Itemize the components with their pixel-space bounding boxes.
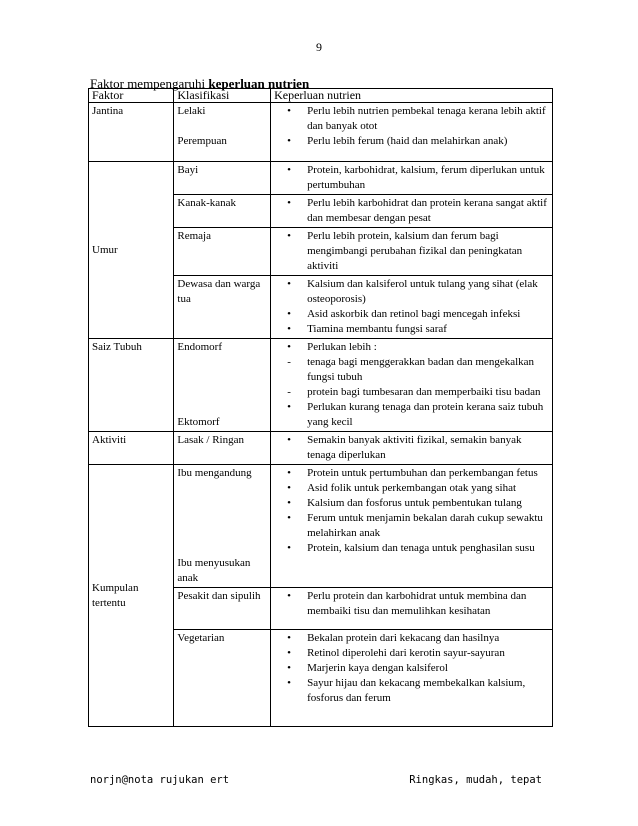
- need-text: protein bagi tumbesaran dan memperbaiki tisu badan: [307, 386, 541, 398]
- need-item: [274, 511, 549, 541]
- need-text: Ferum untuk menjamin bekalan darah cukup sewaktu melahirkan anak: [307, 512, 543, 539]
- bullet-icon: •: [287, 647, 292, 659]
- header-klasifikasi: Klasifikasi: [174, 89, 271, 103]
- need-text: Asid folik untuk perkembangan otak yang sihat: [307, 482, 517, 494]
- bullet-icon: •: [287, 341, 292, 353]
- factor-cell: Jantina: [89, 103, 174, 162]
- classification-label: Dewasa dan warga tua: [177, 278, 261, 305]
- need-text: Kalsium dan kalsiferol untuk tulang yang sihat (elak osteoporosis): [307, 278, 538, 305]
- need-text: Semakin banyak aktiviti fizikal, semakin banyak tenaga diperlukan: [307, 434, 522, 461]
- classification-label: [177, 370, 267, 385]
- factor-cell: Saiz Tubuh: [89, 339, 174, 432]
- classification-label: Bayi: [177, 164, 199, 176]
- needs-list: [274, 340, 549, 430]
- classification-label: [177, 119, 267, 134]
- need-text: Asid askorbik dan retinol bagi mencegah infeksi: [307, 308, 521, 320]
- need-text: Perlukan kurang tenaga dan protein kerana saiz tubuh yang kecil: [307, 401, 544, 428]
- bullet-icon: •: [287, 401, 292, 413]
- classification-label: [177, 481, 267, 496]
- needs-list: [274, 163, 549, 193]
- need-text: Tiamina membantu fungsi saraf: [307, 323, 447, 335]
- classification-cell: [174, 103, 271, 162]
- need-item: [274, 229, 549, 274]
- bullet-icon: •: [287, 662, 292, 674]
- page-number: 9: [316, 40, 322, 54]
- factor-cell: Aktiviti: [89, 432, 174, 465]
- bullet-icon: •: [287, 135, 292, 147]
- bullet-icon: •: [287, 230, 292, 242]
- table-row: [89, 162, 553, 195]
- header-keperluan: Keperluan nutrien: [271, 89, 553, 103]
- bullet-icon: •: [287, 323, 292, 335]
- bullet-icon: •: [287, 542, 292, 554]
- needs-cell: [271, 630, 553, 727]
- classification-label: Ektomorf: [177, 416, 220, 428]
- need-item: [274, 196, 549, 226]
- bullet-icon: •: [287, 467, 292, 479]
- need-text: Retinol diperolehi dari kerotin sayur-sayuran: [307, 647, 505, 659]
- classification-label: [177, 496, 267, 511]
- classification-cell: [174, 630, 271, 727]
- bullet-icon: •: [287, 434, 292, 446]
- need-text: Protein, kalsium dan tenaga untuk penghasilan susu: [307, 542, 535, 554]
- need-text: Perlu lebih ferum (haid dan melahirkan anak): [307, 135, 508, 147]
- bullet-icon: •: [287, 197, 292, 209]
- bullet-icon: •: [287, 497, 292, 509]
- need-text: Perlu protein dan karbohidrat untuk membina dan membaiki tisu dan memulihkan kesihatan: [307, 590, 527, 617]
- needs-list: [274, 589, 549, 619]
- needs-cell: [271, 339, 553, 432]
- classification-label: Vegetarian: [177, 632, 225, 644]
- table-body: [89, 103, 553, 727]
- footer-right: Ringkas, mudah, tepat: [409, 774, 542, 786]
- need-text: Perlu lebih karbohidrat dan protein kerana sangat aktif dan membesar dengan pesat: [307, 197, 547, 224]
- table-row: [89, 339, 553, 432]
- classification-label: Ibu mengandung: [177, 467, 252, 479]
- need-text: Perlu lebih protein, kalsium dan ferum bagi mengimbangi perubahan fizikal dan peningkatan aktiviti: [307, 230, 523, 272]
- bullet-icon: •: [287, 632, 292, 644]
- needs-list: [274, 196, 549, 226]
- needs-cell: [271, 432, 553, 465]
- classification-label: Kanak-kanak: [177, 197, 237, 209]
- bullet-icon: •: [287, 308, 292, 320]
- bullet-icon: •: [287, 105, 292, 117]
- needs-list: [274, 277, 549, 337]
- nutrient-table: [88, 88, 553, 727]
- table-header-row: [89, 89, 553, 103]
- need-item: [274, 104, 549, 134]
- classification-cell: [174, 432, 271, 465]
- classification-label: Lasak / Ringan: [177, 434, 244, 446]
- footer-left: norjn@nota rujukan ert: [90, 774, 230, 786]
- needs-cell: [271, 588, 553, 630]
- need-item: [274, 355, 549, 385]
- classification-label: [177, 541, 267, 556]
- needs-cell: [271, 195, 553, 228]
- needs-list: [274, 104, 549, 149]
- classification-label: [177, 400, 267, 415]
- classification-cell: [174, 276, 271, 339]
- need-item: [274, 676, 549, 706]
- need-item: [274, 307, 549, 322]
- needs-cell: [271, 276, 553, 339]
- need-text: Sayur hijau dan kekacang membekalkan kalsium, fosforus dan ferum: [307, 677, 526, 704]
- need-item: [274, 631, 549, 646]
- need-item: [274, 277, 549, 307]
- classification-cell: [174, 339, 271, 432]
- needs-cell: [271, 103, 553, 162]
- classification-label: Lelaki: [177, 105, 206, 117]
- classification-label: [177, 526, 267, 541]
- needs-cell: [271, 162, 553, 195]
- need-item: [274, 541, 549, 556]
- classification-label: [177, 511, 267, 526]
- table-row: [89, 465, 553, 588]
- table-row: [89, 432, 553, 465]
- need-item: [274, 322, 549, 337]
- bullet-icon: •: [287, 164, 292, 176]
- need-text: tenaga bagi menggerakkan badan dan mengekalkan fungsi tubuh: [307, 356, 535, 383]
- needs-list: [274, 433, 549, 463]
- classification-cell: [174, 162, 271, 195]
- dash-marker: -: [287, 386, 291, 398]
- need-item: [274, 163, 549, 193]
- classification-cell: [174, 588, 271, 630]
- dash-marker: -: [287, 356, 291, 368]
- need-text: Bekalan protein dari kekacang dan hasilnya: [307, 632, 500, 644]
- bullet-icon: •: [287, 590, 292, 602]
- need-text: Kalsium dan fosforus untuk pembentukan tulang: [307, 497, 522, 509]
- table-title-bold: keperluan nutrien: [208, 76, 310, 91]
- need-item: [274, 340, 549, 355]
- need-item: [274, 400, 549, 430]
- need-item: [274, 661, 549, 676]
- need-text: Marjerin kaya dengan kalsiferol: [307, 662, 448, 674]
- classification-label: [177, 355, 267, 370]
- need-item: [274, 496, 549, 511]
- classification-label: Perempuan: [177, 135, 227, 147]
- classification-label: Endomorf: [177, 341, 222, 353]
- classification-cell: [174, 228, 271, 276]
- needs-list: [274, 631, 549, 706]
- table-row: [89, 103, 553, 162]
- need-item: [274, 646, 549, 661]
- needs-list: [274, 466, 549, 556]
- need-item: [274, 466, 549, 481]
- factor-cell: Kumpulan tertentu: [89, 465, 174, 727]
- need-item: [274, 433, 549, 463]
- classification-label: Pesakit dan sipulih: [177, 590, 261, 602]
- classification-cell: [174, 195, 271, 228]
- need-item: [274, 134, 549, 149]
- bullet-icon: •: [287, 677, 292, 689]
- need-item: [274, 385, 549, 400]
- need-text: Protein untuk pertumbuhan dan perkembangan fetus: [307, 467, 538, 479]
- need-text: Perlu lebih nutrien pembekal tenaga kerana lebih aktif dan banyak otot: [307, 105, 546, 132]
- bullet-icon: •: [287, 482, 292, 494]
- needs-cell: [271, 465, 553, 588]
- classification-cell: [174, 465, 271, 588]
- need-item: [274, 481, 549, 496]
- classification-label: Ibu menyusukan anak: [177, 557, 251, 584]
- table-title-prefix: Faktor mempengaruhi: [90, 76, 209, 91]
- needs-list: [274, 229, 549, 274]
- needs-cell: [271, 228, 553, 276]
- need-text: Protein, karbohidrat, kalsium, ferum diperlukan untuk pertumbuhan: [307, 164, 545, 191]
- classification-label: Remaja: [177, 230, 211, 242]
- need-text: Perlukan lebih :: [307, 341, 377, 353]
- need-item: [274, 589, 549, 619]
- header-faktor: Faktor: [89, 89, 174, 103]
- bullet-icon: •: [287, 278, 292, 290]
- classification-label: [177, 385, 267, 400]
- factor-cell: Umur: [89, 162, 174, 339]
- bullet-icon: •: [287, 512, 292, 524]
